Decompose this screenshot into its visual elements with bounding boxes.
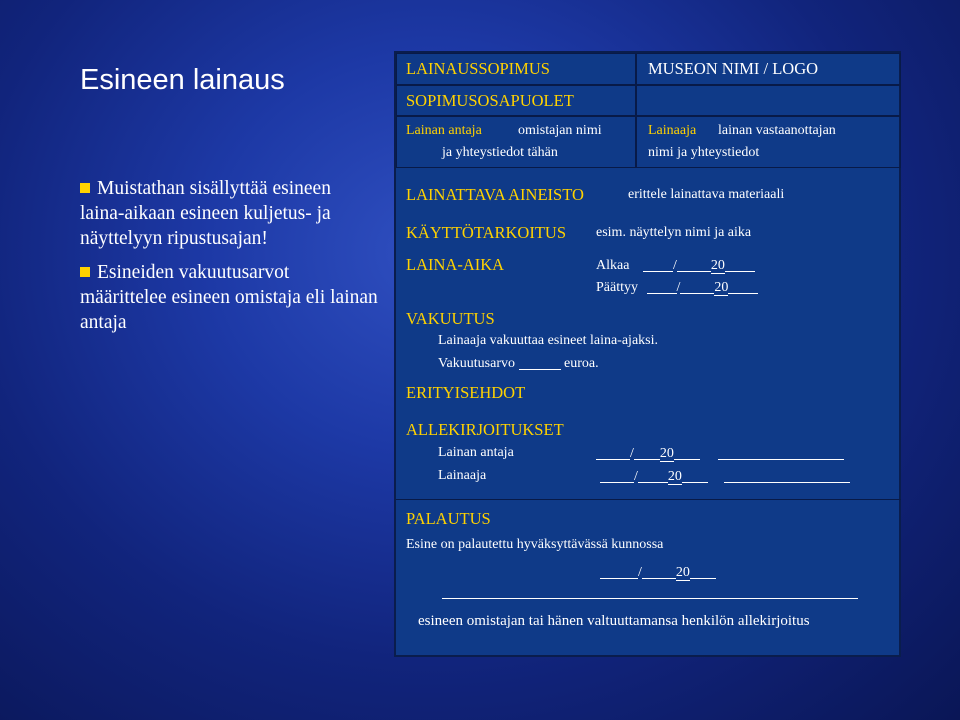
sign-lender-label: Lainan antaja [438, 445, 514, 460]
bullet-item [80, 260, 380, 335]
bullet-list [80, 176, 380, 344]
sign-lender-month-blank[interactable] [634, 445, 660, 460]
return-signature-caption: esineen omistajan tai hänen valtuuttamansa henkilön allekirjoitus [418, 613, 810, 629]
bullet-text: Esineiden vakuutusarvot määrittelee esineen omistaja eli lainan antaja [80, 262, 378, 333]
start-year-prefix: 20 [710, 258, 725, 273]
end-label: Päättyy [596, 280, 638, 295]
borrower-label: Lainaaja [648, 123, 697, 138]
sign-lender-day-blank[interactable] [596, 445, 630, 460]
object-label: LAINATTAVA AINEISTO [406, 185, 584, 204]
return-line: Esine on palautettu hyväksyttävässä kunnossa [406, 537, 664, 552]
return-year-prefix: 20 [675, 565, 690, 580]
end-year-prefix: 20 [714, 280, 729, 295]
insurance-line-1: Lainaaja vakuuttaa esineet laina-ajaksi. [438, 333, 659, 348]
start-year-blank[interactable] [725, 257, 755, 272]
special-terms-label: ERITYISEHDOT [406, 383, 526, 402]
slide-title: Esineen lainaus [80, 64, 285, 96]
sign-borrower-row: / 20 [600, 468, 850, 485]
period-label: LAINA-AIKA [406, 255, 505, 274]
sign-borrower-signature-line[interactable] [724, 468, 850, 483]
sign-borrower-month-blank[interactable] [638, 468, 668, 483]
period-end-row: Päättyy / 20 [596, 279, 758, 296]
purpose-label: KÄYTTÖTARKOITUS [406, 223, 566, 242]
start-month-blank[interactable] [677, 257, 711, 272]
loan-agreement-form [394, 51, 901, 657]
period-start-row: Alkaa / 20 [596, 257, 755, 274]
sign-borrower-label: Lainaaja [438, 468, 487, 483]
sign-borrower-year-prefix: 20 [667, 469, 682, 484]
purpose-desc: esim. näyttelyn nimi ja aika [596, 225, 752, 240]
end-month-blank[interactable] [680, 279, 714, 294]
lender-desc-1: omistajan nimi [518, 123, 602, 138]
bullet-text: Muistathan sisällyttää esineen laina-aikaan esineen kuljetus- ja näyttelyyn ripustusajan! [80, 178, 331, 249]
return-year-blank[interactable] [690, 564, 716, 579]
sign-borrower-day-blank[interactable] [600, 468, 634, 483]
return-date-row: / 20 [600, 564, 716, 581]
sign-borrower-year-blank[interactable] [682, 468, 708, 483]
object-desc: erittele lainattava materiaali [628, 187, 785, 202]
bullet-item [80, 176, 380, 251]
sign-lender-signature-line[interactable] [718, 445, 844, 460]
end-day-blank[interactable] [647, 279, 677, 294]
return-month-blank[interactable] [642, 564, 676, 579]
parties-right-cell [636, 85, 901, 116]
insurance-value-row [438, 355, 599, 372]
insurance-label: VAKUUTUS [406, 309, 495, 328]
start-day-blank[interactable] [643, 257, 673, 272]
bullet-square-icon [80, 267, 90, 277]
end-year-blank[interactable] [728, 279, 758, 294]
start-label: Alkaa [596, 258, 630, 273]
borrower-desc-2: nimi ja yhteystiedot [648, 145, 760, 160]
museum-label: MUSEON NIMI / LOGO [648, 59, 819, 78]
return-label: PALAUTUS [406, 509, 491, 528]
return-signature-line[interactable] [442, 598, 858, 599]
sign-lender-row: / 20 [596, 445, 844, 462]
insurance-currency: euroa. [564, 356, 599, 371]
insurance-value-label: Vakuutusarvo [438, 356, 515, 371]
sign-lender-year-blank[interactable] [674, 445, 700, 460]
insurance-value-blank[interactable] [519, 355, 561, 370]
borrower-desc-1: lainan vastaanottajan [718, 123, 836, 138]
bullet-square-icon [80, 183, 90, 193]
return-day-blank[interactable] [600, 564, 638, 579]
agreement-title: LAINAUSSOPIMUS [406, 59, 550, 78]
signatures-label: ALLEKIRJOITUKSET [406, 420, 564, 439]
sign-lender-year-prefix: 20 [659, 446, 674, 461]
lender-label: Lainan antaja [406, 123, 482, 138]
parties-title: SOPIMUSOSAPUOLET [406, 91, 574, 110]
lender-desc-2: ja yhteystiedot tähän [442, 145, 558, 160]
